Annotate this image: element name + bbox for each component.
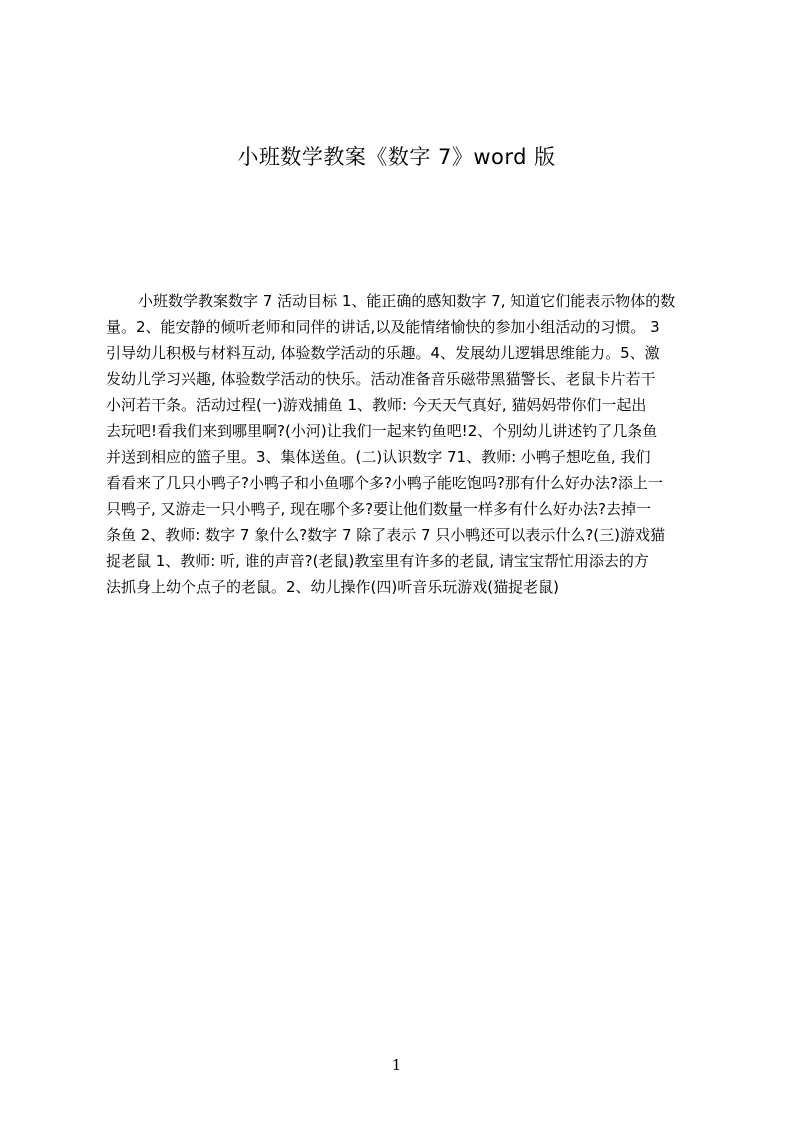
page-number: 1 (391, 1056, 402, 1074)
body-line: 去玩吧!看我们来到哪里啊?(小河)让我们一起来钓鱼吧!2、个别幼儿讲述钓了几条鱼 (106, 422, 658, 440)
body-line: 法抓身上幼个点子的老鼠。2、幼儿操作(四)听音乐玩游戏(猫捉老鼠) (106, 578, 559, 596)
body-line: 条鱼 2、教师: 数字 7 象什么?数字 7 除了表示 7 只小鸭还可以表示什么?(三)游戏猫 (106, 526, 666, 544)
body-line: 量。2、能安静的倾听老师和同伴的讲话,以及能情绪愉快的参加小组活动的习惯。 3 (106, 318, 660, 336)
body-line: 并送到相应的篮子里。3、集体送鱼。(二)认识数字 71、教师: 小鸭子想吃鱼, 我们 (106, 448, 651, 466)
body-line: 看看来了几只小鸭子?小鸭子和小鱼哪个多?小鸭子能吃饱吗?那有什么好办法?添上一 (106, 474, 663, 492)
document-body (106, 288, 698, 600)
body-line: 小河若干条。活动过程(一)游戏捕鱼 1、教师: 今天天气真好, 猫妈妈带你们一起出 (106, 396, 647, 414)
document-title: 小班数学教案《数字 7》word 版 (237, 145, 556, 169)
body-line: 发幼儿学习兴趣, 体验数学活动的快乐。活动准备音乐磁带黑猫警长、老鼠卡片若干 (106, 370, 656, 388)
body-line: 小班数学教案数字 7 活动目标 1、能正确的感知数字 7, 知道它们能表示物体的数 (138, 292, 676, 310)
body-line: 捉老鼠 1、教师: 听, 谁的声音?(老鼠)教室里有许多的老鼠, 请宝宝帮忙用添去的方 (106, 552, 649, 570)
body-line: 引导幼儿积极与材料互动, 体验数学活动的乐趣。4、发展幼儿逻辑思维能力。5、激 (106, 344, 660, 362)
body-line: 只鸭子, 又游走一只小鸭子, 现在哪个多?要让他们数量一样多有什么好办法?去掉一 (106, 500, 651, 518)
